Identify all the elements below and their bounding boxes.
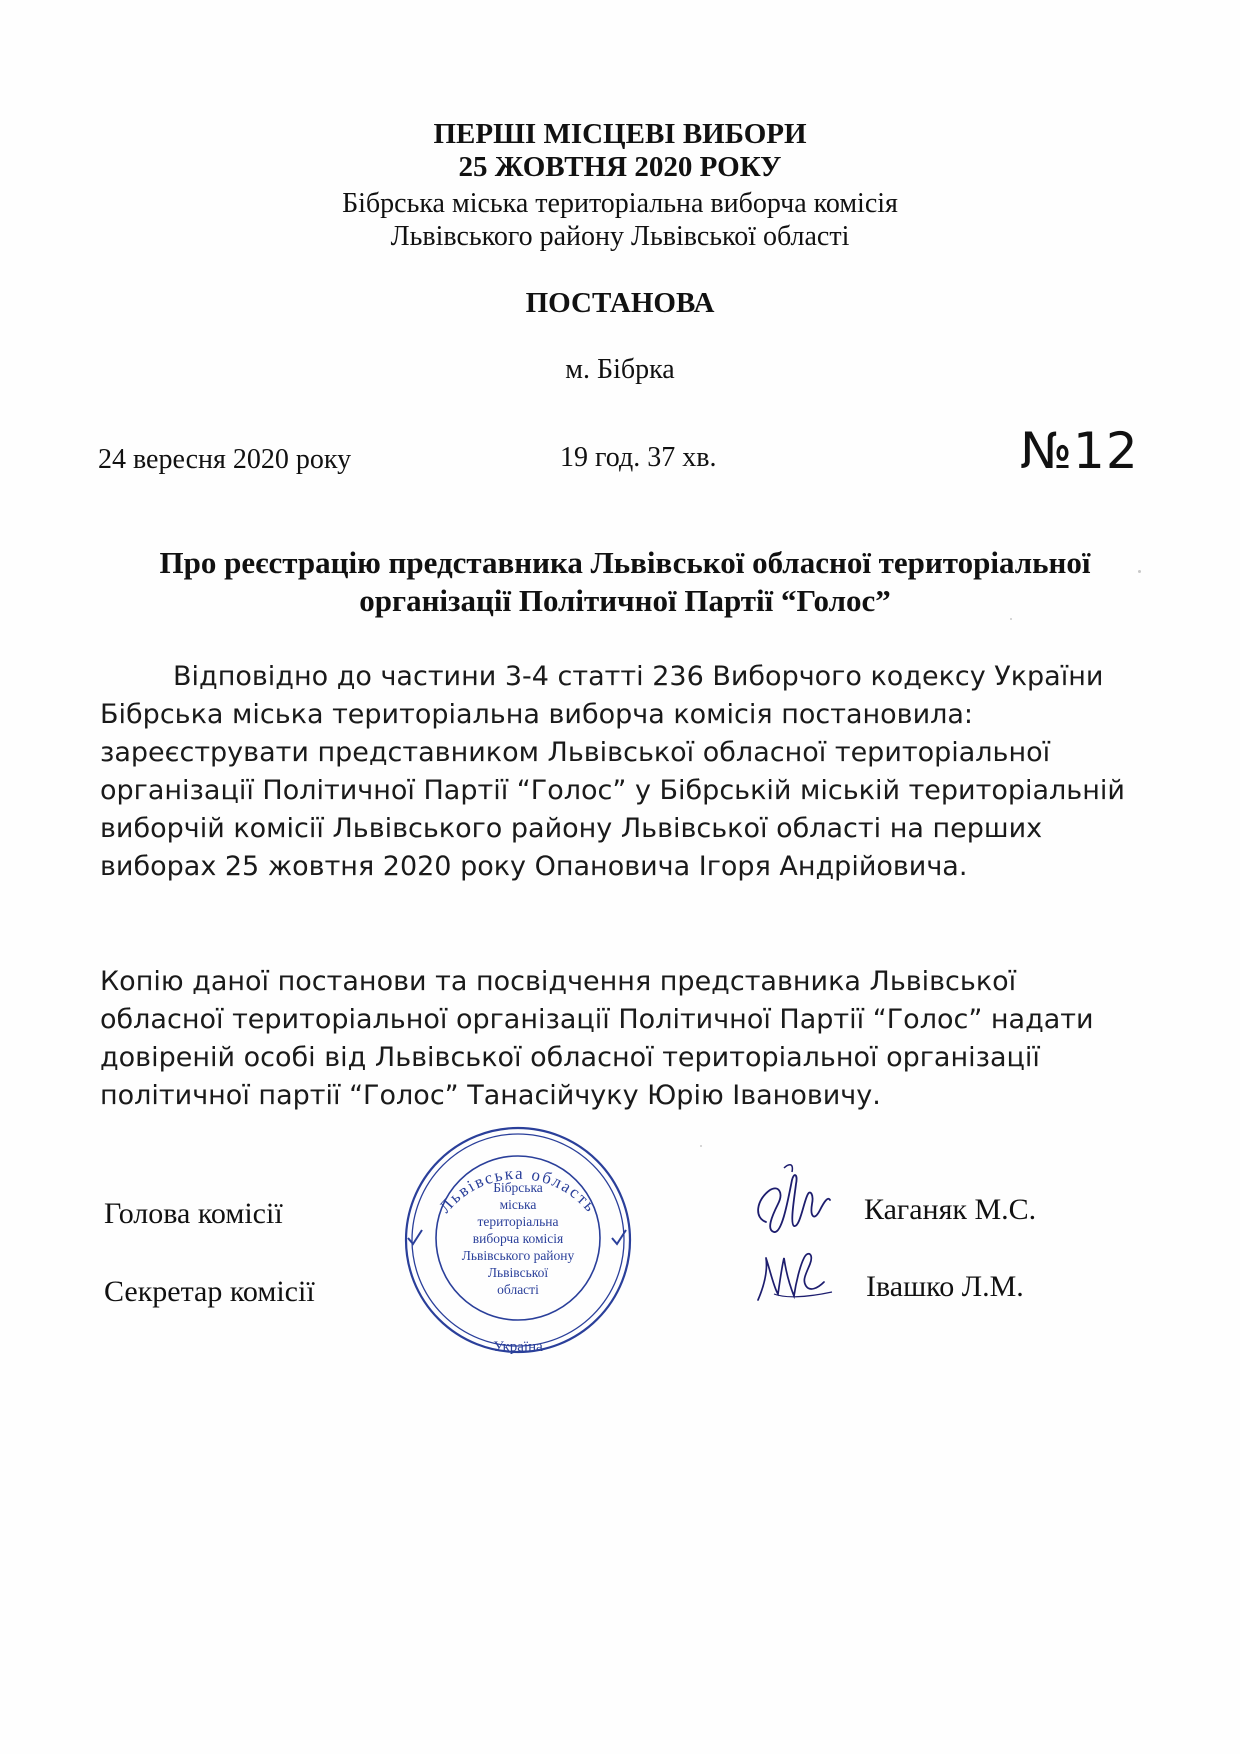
secretary-signature	[744, 1236, 844, 1316]
svg-text:Львівського району: Львівського району	[461, 1248, 575, 1263]
subject-line-2: організації Політичної Партії “Голос”	[359, 583, 891, 618]
header-district: Львівського району Львівської області	[390, 221, 850, 252]
scan-speck	[700, 1145, 702, 1147]
svg-text:Львівської: Львівської	[487, 1265, 549, 1280]
scan-speck	[1010, 618, 1012, 620]
document-date: 24 вересня 2020 року	[98, 444, 352, 475]
svg-text:територіальна: територіальна	[477, 1214, 559, 1229]
paragraph-1-line: виборчій комісії Львівського району Львівської області на перших	[100, 813, 1043, 844]
header-elections-title: ПЕРШІ МІСЦЕВІ ВИБОРИ	[433, 118, 807, 150]
paragraph-1-line: Бібрська міська територіальна виборча комісія постановила:	[100, 699, 974, 730]
document-type-title: ПОСТАНОВА	[525, 287, 715, 319]
paragraph-2-line: Копію даної постанови та посвідчення представника Львівської	[100, 966, 1017, 997]
document-time: 19 год. 37 хв.	[560, 442, 717, 473]
paragraph-1-line: виборах 25 жовтня 2020 року Опановича Ігоря Андрійовича.	[100, 851, 968, 882]
secretary-label: Секретар комісії	[104, 1275, 315, 1308]
document-number: №12	[1020, 422, 1139, 480]
paragraph-2-line: довіреній особі від Львівської обласної територіальної організації	[100, 1042, 1040, 1073]
svg-text:міська: міська	[499, 1197, 537, 1212]
svg-text:Україна: Україна	[493, 1339, 543, 1355]
header-election-date: 25 ЖОВТНЯ 2020 РОКУ	[458, 151, 782, 183]
head-of-commission-name: Каганяк М.С.	[864, 1193, 1037, 1226]
scan-speck	[1138, 570, 1141, 573]
paragraph-1-line: зареєструвати представником Львівської обласної територіальної	[100, 737, 1051, 768]
paragraph-1-line: організації Політичної Партії “Голос” у Бібрській міській територіальній	[100, 775, 1125, 806]
svg-text:виборча комісія: виборча комісія	[472, 1231, 564, 1246]
paragraph-2-line: політичної партії “Голос” Танасійчуку Юрію Івановичу.	[100, 1080, 881, 1111]
svg-text:області: області	[497, 1282, 539, 1297]
header-commission-name: Бібрська міська територіальна виборча комісія	[342, 188, 898, 219]
svg-text:Львівська область: Львівська область	[435, 1163, 601, 1217]
subject-line-1: Про реєстрацію представника Львівської обласної територіальної	[159, 545, 1091, 580]
svg-text:Бібрська: Бібрська	[493, 1180, 543, 1195]
paragraph-1-line: Відповідно до частини 3-4 статті 236 Виборчого кодексу України	[173, 661, 1104, 692]
document-place: м. Бібрка	[565, 354, 675, 385]
secretary-name: Івашко Л.М.	[866, 1270, 1024, 1303]
paragraph-2-line: обласної територіальної організації Політичної Партії “Голос” надати	[100, 1004, 1094, 1035]
official-stamp-seal	[398, 1120, 638, 1360]
head-of-commission-label: Голова комісії	[104, 1197, 283, 1230]
